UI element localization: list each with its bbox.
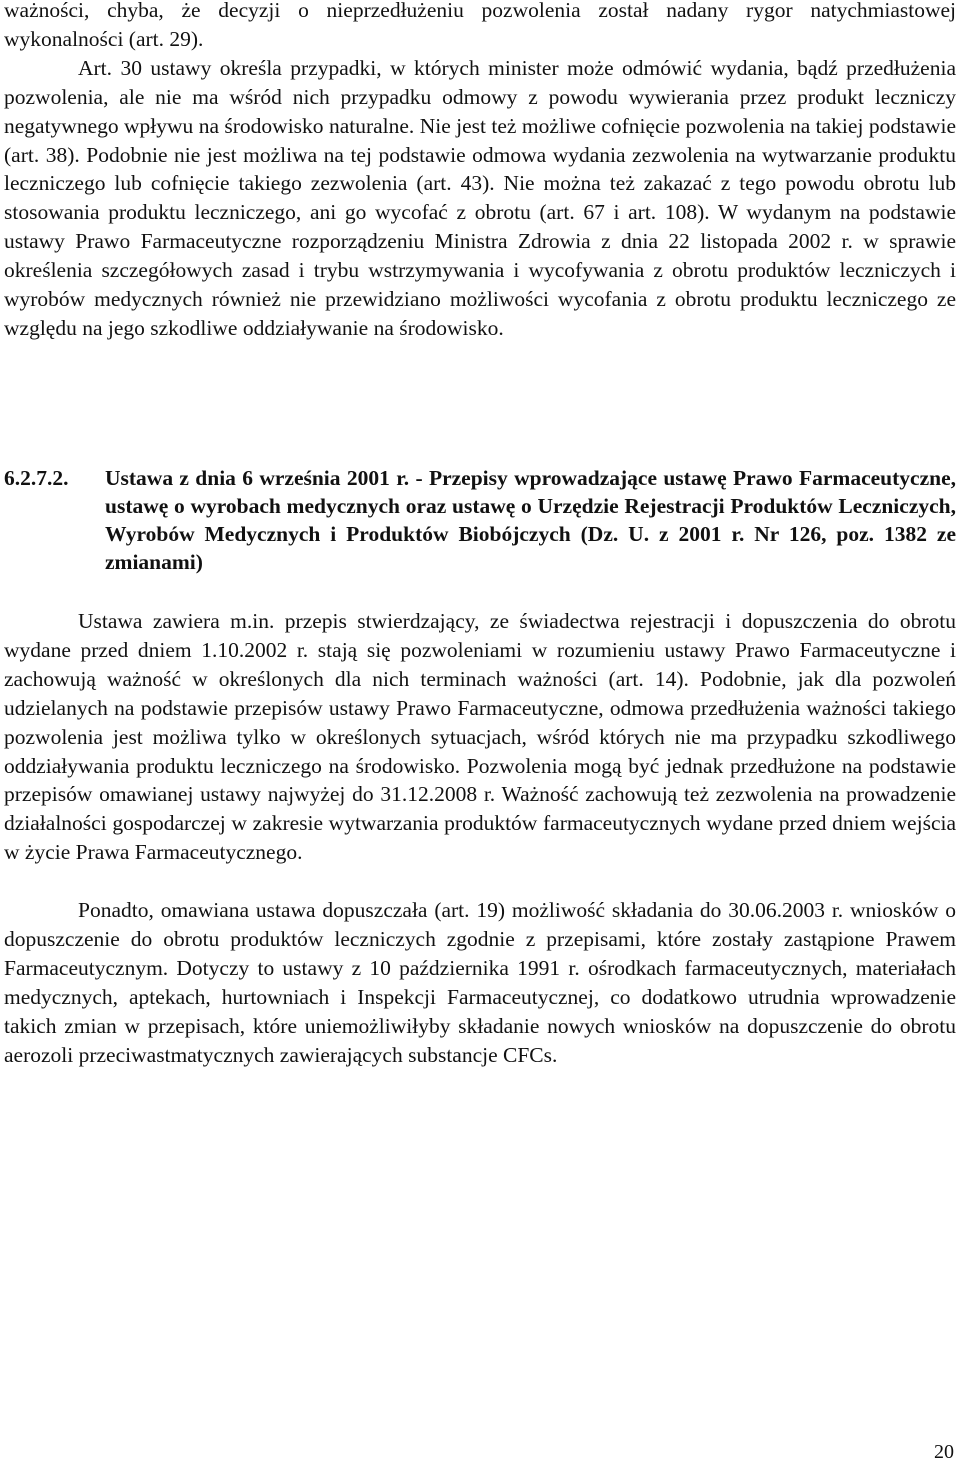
- paragraph-art-30: Art. 30 ustawy określa przypadki, w których minister może odmówić wydania, bądź przedłużenia pozwolenia, ale nie ma wśród nich przypadku odmowy z powodu wywierania przez produkt leczniczy negatywnego wpływu na środowisko naturalne. Nie jest też możliwe cofnięcie pozwolenia na takiej podstawie (art. 38). Podobnie nie jest możliwa na tej podstawie odmowa wydania zezwolenia na wytwarzanie produktu leczniczego lub cofnięcie takiego zezwolenia (art. 43). Nie można też zakazać z tego powodu obrotu lub stosowania produktu leczniczego, ani go wycofać z obrotu (art. 67 i art. 108). W wydanym na podstawie ustawy Prawo Farmaceutyczne rozporządzeniu Ministra Zdrowia z dnia 22 listopada 2002 r. w sprawie określenia szczegółowych zasad i trybu wstrzymywania i wycofywania z obrotu produktów leczniczych i wyrobów medycznych również nie przewidziano możliwości wycofania z obrotu produktu leczniczego ze względu na jego szkodliwe oddziaływanie na środowisko.: [4, 55, 956, 340]
- section-number: 6.2.7.2.: [4, 466, 69, 490]
- paragraph-continuation: ważności, chyba, że decyzji o nieprzedłużeniu pozwolenia został nadany rygor natychmiastowej wykonalności (art. 29).: [4, 0, 956, 51]
- section-heading: [4, 464, 956, 576]
- paragraph-ponadto: Ponadto, omawiana ustawa dopuszczała (art. 19) możliwość składania do 30.06.2003 r. wniosków o dopuszczenie do obrotu produktów leczniczych zgodnie z przepisami, które zostały zastąpione Prawem Farmaceutycznym. Dotyczy to ustawy z 10 października 1991 r. ośrodkach farmaceutycznych, materiałach medycznych, aptekach, hurtowniach i Inspekcji Farmaceutycznej, co dodatkowo utrudnia wprowadzenie takich zmian w przepisach, które uniemożliwiłyby składanie nowych wniosków na dopuszczenie do obrotu aerozoli przeciwastmatycznych zawierających substancje CFCs.: [4, 898, 956, 1067]
- paragraph-ustawa-zawiera: Ustawa zawiera m.in. przepis stwierdzający, ze świadectwa rejestracji i dopuszczenia do obrotu wydane przed dniem 1.10.2002 r. stają się pozwoleniami w rozumieniu ustawy Prawo Farmaceutyczne i zachowują ważność w określonych dla nich terminach ważności (art. 14). Podobnie, jak dla pozwoleń udzielanych na podstawie przepisów ustawy Prawo Farmaceutyczne, odmowa przedłużenia ważności takiego pozwolenia jest możliwa tylko w określonych sytuacjach, wśród których nie ma przypadku szkodliwego oddziaływania produktu leczniczego na środowisko. Pozwolenia mogą być jednak przedłużone na podstawie przepisów omawianej ustawy najwyżej do 31.12.2008 r. Ważność zachowują też zezwolenia na prowadzenie działalności gospodarczej w zakresie wytwarzania produktów farmaceutycznych wydane przed dniem wejścia w życie Prawa Farmaceutycznego.: [4, 609, 956, 865]
- page-number: 20: [934, 1441, 954, 1463]
- section-title: Ustawa z dnia 6 września 2001 r. - Przepisy wprowadzające ustawę Prawo Farmaceutyczne, ustawę o wyrobach medycznych oraz ustawę o Urzędzie Rejestracji Produktów Leczniczych, Wyrobów Medycznych i Produktów Biobójczych (Dz. U. z 2001 r. Nr 126, poz. 1382 ze zmianami): [105, 466, 956, 574]
